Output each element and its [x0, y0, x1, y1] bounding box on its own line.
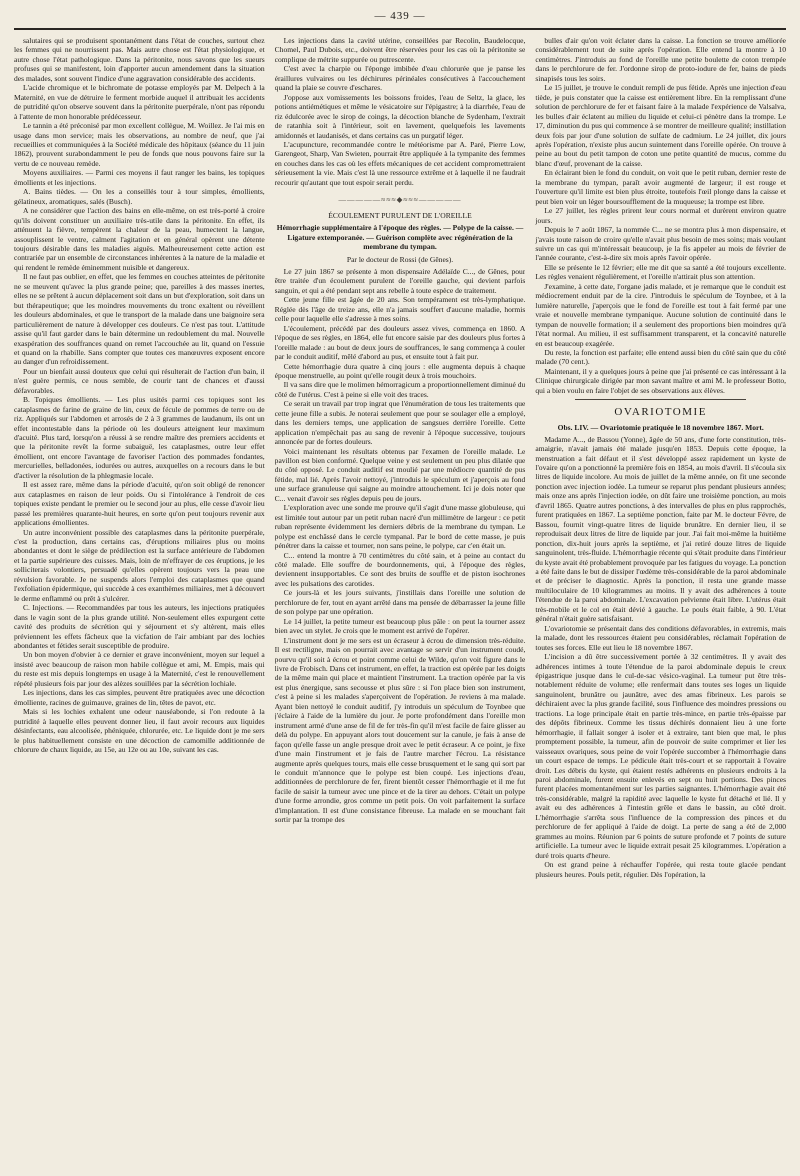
paragraph: Pour un bienfait aussi douteux que celui qui résulterait de l'action d'un bain, il n'est guère permis, ce nous semble, de courir tant de chances et d'aussi défavorables. [14, 366, 265, 395]
paragraph: L'exploration avec une sonde me prouve qu'il s'agit d'une masse globuleuse, qui est limitée tout autour par un petit ruban nacré d'un millimètre de largeur : ce petit ruban représente évidemment les derniers débris de la membrane du tympan. Le polype est enchâssé dans le cercle tympanal. Par le bord de cette masse, je puis pénétrer dans la caisse et tourner, non sans peine, le polype, car c'en était un. [274, 503, 526, 551]
paragraph: Le 14 juillet, la petite tumeur est beaucoup plus pâle : on peut la tourner assez bien avec un stylet. Je crois que le moment est arrivé de l'opérer. [274, 616, 526, 636]
paragraph: Le 15 juillet, je trouve le conduit rempli de pus fétide. Après une injection d'eau tiède, je puis constater que la caisse est entièrement libre. En la remplissant d'une solution de perchlorure de fer et faisant faire à la malade l'expérience de Valsalva, les bulles d'air éclatent au milieu du liquide et celui-ci pénètre dans la trompe. Le 17, diminution du pus qui commence à se montrer de meilleure qualité; instillation deux fois par jour d'une solution de sulfate de cadmium. Le 24 juillet, dix jours après l'opération, n'existe plus aucun suintement dans l'oreille opérée. On trouve à peine au bout du petit tampon de coton une petite quantité de mucus, comme du blanc d'œuf, provenant de la caisse. [535, 83, 787, 168]
paragraph: L'instrument dont je me sers est un écraseur à écrou de dimension très-réduite. Il est rectiligne, mais on pourrait avec avantage se servir d'un instrument coudé, pourvu qu'il soit à écrou et point comme celui de Wilde, qu'on voit figure dans le livre de Frobisch. Dans cet instrument, en effet, la traction est opérée par les doigts de la même main qui place et maintient l'instrument. La traction opérée par la vis est plus énergique, sans secousse et plus sûre : si l'on place bien son instrument, c'est à peine si les malades s'aperçoivent de l'opération. Je reviens à ma malade. Ayant bien nettoyé le conduit auditif, j'y introduis un spéculum de Toynbee que j'éclaire à l'aide de la lumière du jour. Je porte profondément dans l'oreille mon instrument armé d'une anse de fil de fer très-fin qu'il m'est facile de faire glisser au delà du polype. En appuyant alors tout doucement sur la canule, je fais à anse de façon qu'elle fasse un angle presque droit avec le petit écraseur. A ce point, je fixe d'une main l'instrument et je fais de l'autre marcher l'écrou. La résistance augmente après quelques tours, mais elle cesse brusquement et le sang qui sort par le conduit m'annonce que le polype est bien coupé. Les injections d'eau, additionnées de perchlorure de fer, firent bientôt cesser l'hémorrhagie et il me fut facile de saisir la tumeur avec une pince et de la tirer au dehors. C'était un polype d'une forme arrondie, gros comme un petit pois. On voit parfaitement la surface d'implantation. Il est d'une consistance fibreuse. La malade en se mouchant fait sortir par la trompe des [274, 635, 526, 825]
paragraph: L'incision a dû être successivement portée à 32 centimètres. Il y avait des adhérences intimes à toute l'étendue de la paroi abdominale depuis le creux épigastrique jusque dans le cul-de-sac vésico-vaginal. La tumeur put être très-notablement réduite de volume; elle renfermait dans toutes ses loges un liquide sanguinolent, brunâtre ou jaunâtre, avec des amas fibrineux. Les parois se déchiraient avec la plus grande facilité, sous l'influence des moindres pressions ou tractions. La loge principale était en partie très-mince, en partie très-épaisse par des dépôts fibrineux. Comme les tissus déchirés donnaient lieu à une forte hémorrhagie, il fallait songer à isoler et à extraire, tant bien que mal, le plus promptement possible, la tumeur, afin de pouvoir de suite comprimer et lier les vaisseaux ovariques, sous peine de voir l'opérée succomber à l'hémorrhagie dans un court espace de temps. Le pédicule était très-court et se rapportait à l'ovaire droit. Les débris du kyste, qui étaient restés adhérents en plusieurs endroits à la paroi abdominale, furent ensuite enlevés en sept ou huit portions. Des pinces furent placées momentanément sur les parties saignantes. L'hémorrhagie avait été très-considérable, malgré la rapidité avec laquelle le kyste fut détaché et lié. Il y avait eu des adhérences à l'intestin grêle et dans le bassin, au côté droit. L'hémorrhagie s'arrêta sous l'influence de la compression des pinces et du perchlorure de fer appliqué à l'aide de doigt. La perte de sang a été de 2,000 grammes au moins. Réunion par 6 points de suture profonde et 7 points de suture artificielle. La tumeur avec le liquide extrait pesait 25 kilogrammes. L'opération a duré trois quarts d'heure. [535, 652, 787, 860]
column-middle [275, 36, 526, 1171]
paragraph: L'acide chromique et le bichromate de potasse employés par M. Delpech à la Maternité, en vue de détruire le ferment morbide auquel il attribuait les accidents de putridité qu'on observe souvent dans la péritonite puerpérale, n'ont pas répondu à l'attente de mon honorable prédécesseur. [14, 83, 265, 121]
article-title: Par le docteur de Rossi (de Gênes). [346, 254, 454, 264]
paragraph: Un autre inconvénient possible des cataplasmes dans la péritonite puerpérale, c'est la production, dans certains cas, d'éruptions miliaires plus ou moins abondantes et dont le siège de prédilection est la surface antérieure de l'abdomen et la partie supérieure des cuisses. Mais, loin de m'effrayer de ces éruptions, je les solliciterais volontiers, persuadé qu'elles opèrent toujours vers la peau une révulsion favorable. Je ne suspends alors l'emploi des cataplasmes que quand l'exfoliation épidermique, qui succède à ces exanthèmes miliaires, met à découvert le derme enflammé ou prêt à s'ulcérer. [14, 527, 265, 603]
paragraph: Ce serait un travail par trop ingrat que l'énumération de tous les traitements que cette jeune fille a subis. Je noterai seulement que pour se soulager elle a employé, dans les derniers temps, une application de sangsues derrière l'oreille. Cette application n'empêchait pas au sang de revenir à l'époque successive, toujours annoncée par de fortes douleurs. [274, 399, 526, 447]
paragraph: L'écoulement, précédé par des douleurs assez vives, commença en 1860. A l'époque de ses règles, en 1864, elle fut encore saisie par des douleurs plus fortes à l'oreille malade : au bout de deux jours de souffrances, le sang commença à couler par le conduit auditif, mêlé d'abord au pus, et ensuite tout à fait pur. [274, 323, 526, 362]
paragraph: Moyens auxiliaires. — Parmi ces moyens il faut ranger les bains, les topiques émollients et les injections. [14, 168, 265, 187]
section-rule [575, 399, 746, 400]
paragraph: En éclairant bien le fond du conduit, on voit que le petit ruban, dernier reste de la membrane du tympan, paraît avoir augmenté de largeur; il est rouge et l'ouverture qu'il limite est bien plus étroite, toutefois l'œil plonge dans la caisse et peut bien voir un léger boursoufflement de la muqueuse; la trompe est libre. [535, 168, 787, 206]
paragraph: Du reste, la fonction est parfaite; elle entend aussi bien du côté sain que du côté malade (70 cent.). [535, 347, 787, 367]
paragraph: Maintenant, il y a quelques jours à peine que j'ai présenté ce cas intéressant à la Clinique chirurgicale dirigée par mon savant maître et ami M. le professeur Botto, qui a bien voulu en faire l'objet de ses observations aux élèves. [535, 366, 787, 395]
paragraph: Cette hémorrhagie dura quatre à cinq jours : elle augmenta depuis à chaque époque menstruelle, au point qu'elle rougit deux à trois mouchoirs. [274, 361, 526, 380]
article-subheading: Obs. LIV. — Ovariotomie pratiquée le 18 novembre 1867. Mort. [557, 423, 764, 433]
article-subheading: Hémorrhagie supplémentaire à l'époque des règles. — Polype de la caisse. — Ligature extemporanée. — Guérison complète avec régénération de la membrane du tympan. [276, 223, 524, 252]
paragraph: Il ne faut pas oublier, en effet, que les femmes en couches atteintes de péritonite ne se meuvent qu'avec la plus grande peine; que, pareilles à des masses inertes, elles ne se prêtent à aucun déplacement soit dans un but d'exploration, soit dans un but thérapeutique; que les moindres mouvements du tronc exaltent ou réveillent les douleurs abdominales, et que le transport de la malade dans une baignoire sera particulièrement de nature à développer ces douleurs. Ce n'est pas tout. L'attitude assise qu'il faut garder dans le bain détermine un redoublement du mal. Nouvelle exaspération des souffrances quand on remet l'accouchée au lit, quand on l'essuie et quand on la rhabille. Sans compter que toutes ces manœuvres exposent encore au danger d'un refroidissement. [14, 272, 265, 367]
paragraph: L'acupuncture, recommandée contre le météorisme par A. Paré, Pierre Low, Garengeot, Sharp, Van Swieten, pourrait être appliquée à la tympanite des femmes en couches dans les cas où les effets mécaniques de cet accident compromettraient sérieusement la vie. Mais c'est là une ressource extrême et à laquelle il ne faudrait recourir qu'autant que tout espoir serait perdu. [274, 139, 526, 187]
paragraph: Un bon moyen d'obvier à ce dernier et grave inconvénient, moyen sur lequel a insisté avec beaucoup de raison mon habile collègue et ami, M. Empis, mais qui du reste est mis depuis longtemps en usage à la Maternité, c'est le renouvellement répété plusieurs fois par jour des alèzes souillées par la sécrétion lochiale. [14, 650, 265, 688]
paragraph: Voici maintenant les résultats obtenus par l'examen de l'oreille malade. Le pavillon est bien conformé. Quelque veine y est seulement un peu plus dilatée que du côté opposé. Le conduit auditif est moulié par une médiocre quantité de pus fétide, mal lié. Après l'avoir nettoyé, j'introduis le spéculum et j'aperçois au fond une surface granuleuse qui saigne au moindre attouchement. Ici je dois noter que C... venait d'avoir ses règles depuis peu de jours. [274, 446, 526, 503]
paragraph: salutaires qui se produisent spontanément dans l'état de couches, surtout chez les femmes qui ne nourrissent pas. Mais autre chose est l'état physiologique, et autre chose l'état pathologique. Dans la péritonite, nous savons que les sueurs profuses qui se manifestent, loin d'apporter aucun amendement dans la situation des malades, sont souvent l'indice d'une aggravation considérable des accidents. [14, 36, 265, 83]
paragraph: B. Topiques émollients. — Les plus usités parmi ces topiques sont les cataplasmes de farine de graine de lin, ceux de fécule de pommes de terre ou de riz. Appliqués sur l'abdomen et arrosés de 2 à 3 grammes de laudanum, ils ont un effet incontestable dans la période où les douleurs atteignent leur maximum d'acuité. Plus tard, lorsqu'on a réussi à se rendre maître des premiers accidents et que la péritonite revêt la forme subaiguë, les cataplasmes, outre leur effet émollient, ont encore l'avantage de favoriser l'action des pommades fondantes, mercurielles, belladonées, iodurées ou autres, auxquelles on a recours dans le but d'activer la résolution de la phlegmasie locale. [14, 395, 265, 480]
paragraph: Le tannin a été préconisé par mon excellent collègue, M. Woillez. Je l'ai mis en usage dans mon service; mais les observations, au nombre de neuf, que j'ai recueillies et communiquées à la Société médicale des hôpitaux (séance du 11 juin 1862), prouvent surabondamment le peu de fonds que nous pouvons faire sur la vertu de ce nouveau remède. [14, 121, 265, 168]
text-columns [14, 36, 786, 1171]
page-number: — 439 — [374, 10, 426, 22]
paragraph: Il va sans dire que le molimen hémorragicum a proportionnellement diminué du côté de l'utérus. C'est à peine si elle voit des traces. [274, 380, 526, 399]
paragraph: C. Injections. — Recommandées par tous les auteurs, les injections pratiquées dans le vagin sont de la plus grande utilité. Non-seulement elles expurgent cette cavité des produits de sécrétion qui y séjournent et s'y altèrent, mais elles préviennent les effets fâcheux que la vicfation de l'air ambiant par des lochies abondantes et fétides serait susceptible de produire. [14, 603, 265, 650]
paragraph: J'examine, à cette date, l'organe jadis malade, et je remarque que le conduit est médiocrement enduit par de la cire. J'introduis le spéculum de Toynbee, et à la lumière naturelle, j'aperçois que le fond de l'oreille est tout à fait fermé par une vraie et nouvelle membrane tympanique. Aucune solution de continuité dans le tympan de nouvelle formation; il a seulement des proportions bien moindres qu'à l'état normal. Au milieu, il est suffisamment transparent, et la concavité naturelle en est beaucoup exagérée. [535, 281, 787, 348]
paragraph: Ce jours-là et les jours suivants, j'instillais dans l'oreille une solution de perchlorure de fer, tout en ayant arrêté dans ma pensée de débarrasser la jeune fille de son polype par une opération. [274, 588, 526, 617]
paragraph: A ne considérer que l'action des bains en elle-même, on est très-porté à croire qu'ils doivent constituer un auxiliaire très-utile dans la péritonite. En effet, ils atténuent la fièvre, tempèrent la chaleur de la peau, humectent la langue, assouplissent le ventre, calment l'agitation et en général opèrent une détente toujours désirable dans les maladies aiguës. Malheureusement cette action est contrariée par un ensemble de circonstances inhérentes à la nature de la maladie et qui rendent le remède éminemment nuisible et dangereux. [14, 206, 265, 272]
paragraph: On est grand peine à réchauffer l'opérée, qui resta toute glacée pendant plusieurs heures. Pouls petit, régulier. Dès l'opération, la [535, 860, 787, 879]
article-title: ÉCOULEMENT PURULENT DE L'OREILLE [328, 210, 472, 220]
paragraph: L'ovariotomie se présentait dans des conditions défavorables, in extremis, mais la malade, dont les ressources étaient peu considérables, réclamait l'opération de toutes ses forces. Elle eut lieu le 18 novembre 1867. [535, 623, 787, 652]
header-rule [14, 28, 786, 30]
paragraph: C'est avec la charpie ou l'éponge imbibée d'eau chlorurée que je panse les éraillures vulvaires ou les déchirures périnéales consécutives à l'accouchement quand la plaie se couvre d'eschares. [274, 64, 526, 93]
paragraph: Les injections dans la cavité utérine, conseillées par Recolin, Baudelocque, Chomel, Paul Dubois, etc., doivent être réservées pour les cas où la péritonite se complique de métrite suppurée ou putrescente. [274, 36, 526, 64]
ornament-separator: —————≈≈≈◆≈≈≈————— [338, 195, 462, 205]
column-left [14, 36, 265, 1171]
column-right [535, 36, 786, 1171]
paragraph: Mais si les lochies exhalent une odeur nauséabonde, si l'on redoute à la putridité à laquelle elles peuvent donner lieu, il faut avoir recours aux liquides désinfectants, eau alcoolisée, phéniquée, chlorurée, etc. Le liquide dont je me sers le plus habituellement consiste en une décoction de camomille additionnée de chlorure de chaux liquide, au 15e, au 12e ou au 10e, suivant les cas. [14, 707, 265, 754]
paragraph: Le 27 juin 1867 se présente à mon dispensaire Adélaïde C..., de Gênes, pour être traitée d'un écoulement purulent de l'oreille gauche, qui devient parfois sanguin, et qui a été pendant sept ans rebelle à toute espèce de traitement. [274, 266, 526, 295]
paragraph: Il est assez rare, même dans la période d'acuité, qu'on soit obligé de renoncer aux cataplasmes en raison de leur poids. Ou si l'intolérance à l'endroit de ces topiques existe pendant le premier ou le second jour au plus, elle cesse d'avoir lieu passé les premières quarante-huit heures, en sorte qu'on peut toujours revenir aux applications émollientes. [14, 480, 265, 528]
paragraph: bulles d'air qu'on voit éclater dans la caisse. La fonction se trouve améliorée considérablement tout de suite après l'opération. Elle entend la montre à 10 centimètres. J'introduis au fond de l'oreille une petite boulette de coton trempée dans le perchlorure de fer. J'ordonne sirop de proto-iodure de fer, bains de pieds sinapisés tous les soirs. [535, 36, 787, 83]
paragraph: C... entend la montre à 70 centimètres du côté sain, et à peine au contact du côté malade. Elle souffre de bourdonnements, qui, à l'époque des règles, deviennent insupportables. Ce sont des bruits de souffle et de piston isochrones avec les pulsations des carotides. [274, 550, 526, 588]
paragraph: A. Bains tièdes. — On les a conseillés tour à tour simples, émollients, gélatineux, aromatiques, salés (Busch). [14, 187, 265, 206]
section-heading: OVARIOTOMIE [614, 406, 707, 419]
paragraph: Madame A..., de Bassou (Yonne), âgée de 50 ans, d'une forte constitution, très-amaigrie, n'avait jamais été malade jusqu'en 1853. Depuis cette époque, la menstruation a fait défaut et il s'est développé assez rapidement un kyste de l'ovaire qu'on a ponctionné la première fois en 1854, au mois d'avril. Il s'écoula six litres de liquide incolore. Au mois de juillet de la même année, on fit une seconde ponction avec injection iodée. La tumeur se reparut plus pendant plusieurs années; mais onze ans après l'injection iodée, on dût faire une troisième ponction, au mois d'avril 1865. Quatre autres ponctions, à des intervalles de plus en plus rapprochés, furent pratiquées en 1867. La septième ponction, faite par M. le docteur Févre, de Bassou, fournit vingt-quatre litres de liquide brunâtre. En dernier lieu, il se reproduisait deux litres de litre de liquide par jour. J'ai fait moi-même la huitième ponction, dix-huit jours après la septième, et j'ai retiré douze litres de liquide sanguinolent, très-fluide. L'hémorrhagie récente qui s'était produite dans l'intérieur du kyste avait été probablement provoquée par les fatigues du voyage. La ponction a été faite dans le but de dissiper l'œdème très-considérable de la paroi abdominale et de préciser le diagnostic. Après la ponction, il resta une grande masse multiloculaire de 10 kilogrammes au moins. Il y avait des adhérences à toute l'étendue de la paroi abdominale. L'excavation pelvienne était libre. L'utérus était très-mobile et le col en était dévié à gauche. Le pouls était faible, à 90. L'état général n'était guère satisfaisant. [535, 434, 787, 624]
paragraph: Cette jeune fille est âgée de 20 ans. Son tempérament est très-lymphatique. Réglée dès l'âge de treize ans, elle n'a jamais souffert d'aucune maladie, hormis celle pour laquelle elle s'adresse à mes soins. [274, 295, 526, 324]
paragraph: Les injections, dans les cas simples, peuvent être pratiquées avec une décoction émolliente, racines de guimauve, graines de lin, têtes de pavot, etc. [14, 688, 265, 707]
paragraph: Depuis le 7 août 1867, la nommée C... ne se montra plus à mon dispensaire, et j'avais toute raison de croire qu'elle n'avait plus besoin de mes soins; mais voulant suivre un cas qui m'intéressait beaucoup, je la fis appeler au mois de février de l'année courante, c'est-à-dire six mois après l'avoir opérée. [535, 225, 787, 263]
paragraph: J'oppose aux vomissements les boissons froides, l'eau de Seltz, la glace, les potions antiémétiques et même le vésicatoire sur l'épigastre; à la diarrhée, l'eau de riz édulcorée avec le sirop de coings, la décoction blanche de Sydenham, l'extrait de ratanhia soit à l'intérieur, soit en lavement, quelquefois les lavements amidonnés et laudanisés, et dans certains cas un purgatif léger. [274, 92, 526, 140]
paragraph: Le 27 juillet, les règles prirent leur cours normal et durèrent environ quatre jours. [535, 206, 787, 225]
paragraph: Elle se présente le 12 février; elle me dit que sa santé a été toujours excellente. Les règles venaient régulièrement, et l'oreille n'attirait plus son attention. [535, 262, 787, 282]
